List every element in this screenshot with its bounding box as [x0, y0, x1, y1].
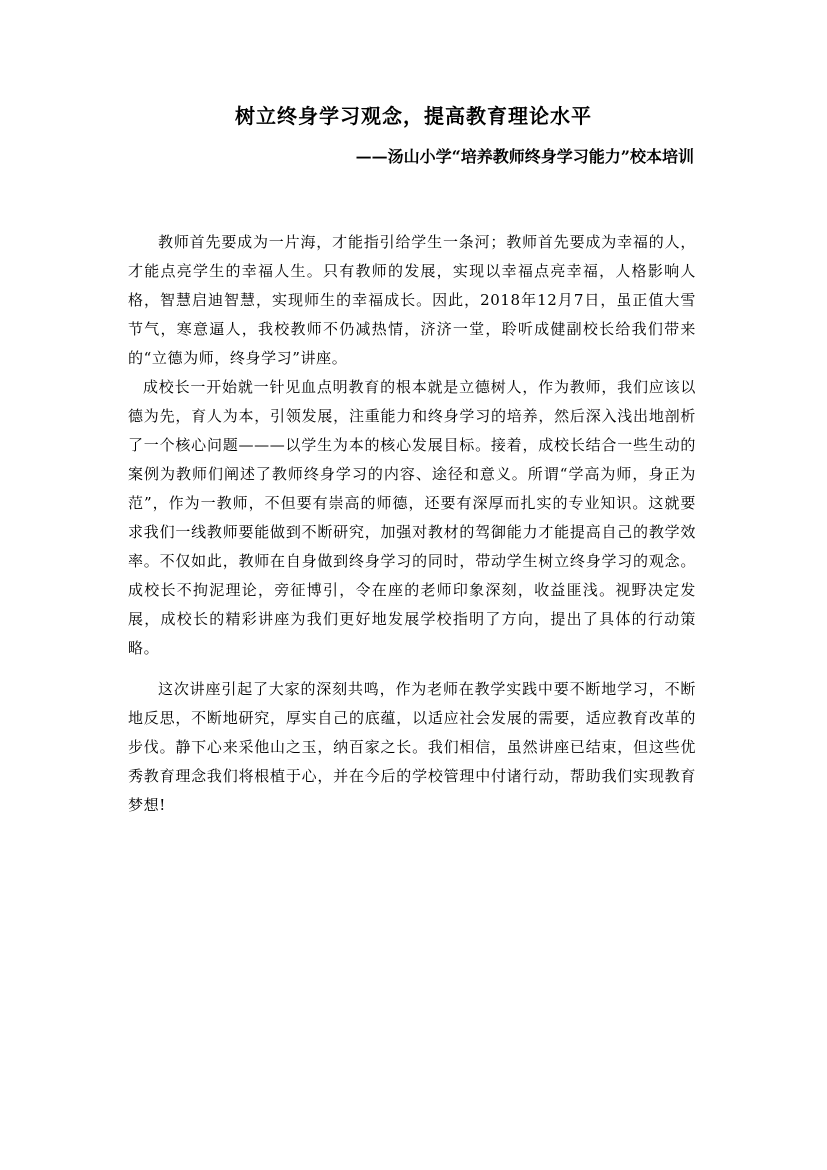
paragraph-2: 成校长一开始就一针见血点明教育的根本就是立德树人，作为教师，我们应该以德为先，育人为本，引领发展，注重能力和终身学习的培养，然后深入浅出地剖析了一个核心问题———以学生为本的核心发展目标。接着，成校长结合一些生动的案例为教师们阐述了教师终身学习的内容、途径和意义。所谓“学高为师，身正为范”，作为一教师，不但要有崇高的师德，还要有深厚而扎实的专业知识。这就要求我们一线教师要能做到不断研究，加强对教材的驾御能力才能提高自己的教学效率。不仅如此，教师在自身做到终身学习的同时，带动学生树立终身学习的观念。成校长不拘泥理论，旁征博引，令在座的老师印象深刻，收益匪浅。视野决定发展，成校长的精彩讲座为我们更好地发展学校指明了方向，提出了具体的行动策略。 [128, 378, 696, 657]
document-title: 树立终身学习观念，提高教育理论水平 [235, 104, 592, 128]
paragraph-3: 这次讲座引起了大家的深刻共鸣，作为老师在教学实践中要不断地学习，不断地反思，不断地研究，厚实自己的底蕴，以适应社会发展的需要，适应教育改革的步伐。静下心来采他山之玉，纳百家之长。我们相信，虽然讲座已结束，但这些优秀教育理念我们将根植于心，并在今后的学校管理中付诸行动，帮助我们实现教育梦想! [128, 680, 696, 814]
document-subtitle: ——汤山小学“培养教师终身学习能力”校本培训 [355, 147, 694, 166]
paragraph-1: 教师首先要成为一片海，才能指引给学生一条河；教师首先要成为幸福的人，才能点亮学生的幸福人生。只有教师的发展，实现以幸福点亮幸福，人格影响人格，智慧启迪智慧，实现师生的幸福成长。因此，2018年12月7日，虽正值大雪节气，寒意逼人，我校教师不仍减热情，济济一堂，聆听成健副校长给我们带来的“立德为师，终身学习”讲座。 [128, 233, 696, 367]
document-body [128, 228, 696, 820]
